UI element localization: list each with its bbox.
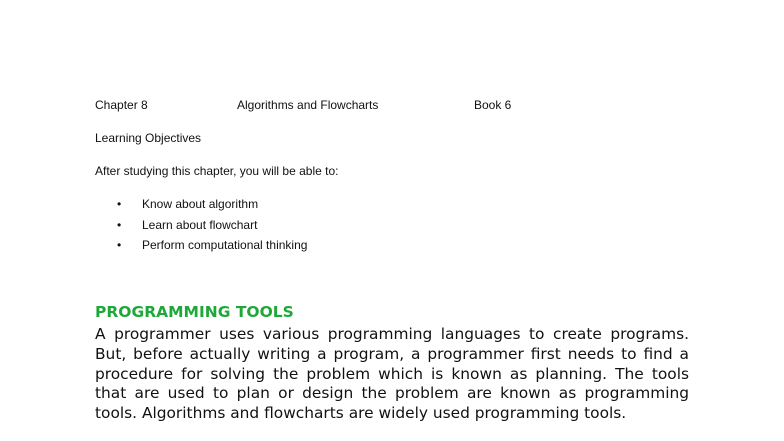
objective-text: Learn about flowchart xyxy=(142,217,258,232)
bullet-icon: • xyxy=(117,238,122,252)
bullet-icon: • xyxy=(117,217,122,232)
objective-text: Perform computational thinking xyxy=(142,238,308,252)
learning-objectives-heading: Learning Objectives xyxy=(95,131,202,145)
chapter-header xyxy=(95,97,595,113)
bullet-icon: • xyxy=(117,197,122,211)
objective-text: Know about algorithm xyxy=(142,197,259,211)
section-body-paragraph: A programmer uses various programming languages to create programs. But, before actually writing a program, a programmer first needs to find a procedure for solving the problem which is known as planning. The tools that are used to plan or design the problem are known as programming tools. Algorithms and flowcharts are widely used programming tools. xyxy=(95,325,689,423)
learning-objectives-intro: After studying this chapter, you will be able to: xyxy=(95,164,339,178)
chapter-title: Algorithms and Flowcharts xyxy=(237,98,379,112)
book-number: Book 6 xyxy=(474,98,512,112)
section-heading: PROGRAMMING TOOLS xyxy=(95,303,294,321)
chapter-number: Chapter 8 xyxy=(95,98,148,112)
